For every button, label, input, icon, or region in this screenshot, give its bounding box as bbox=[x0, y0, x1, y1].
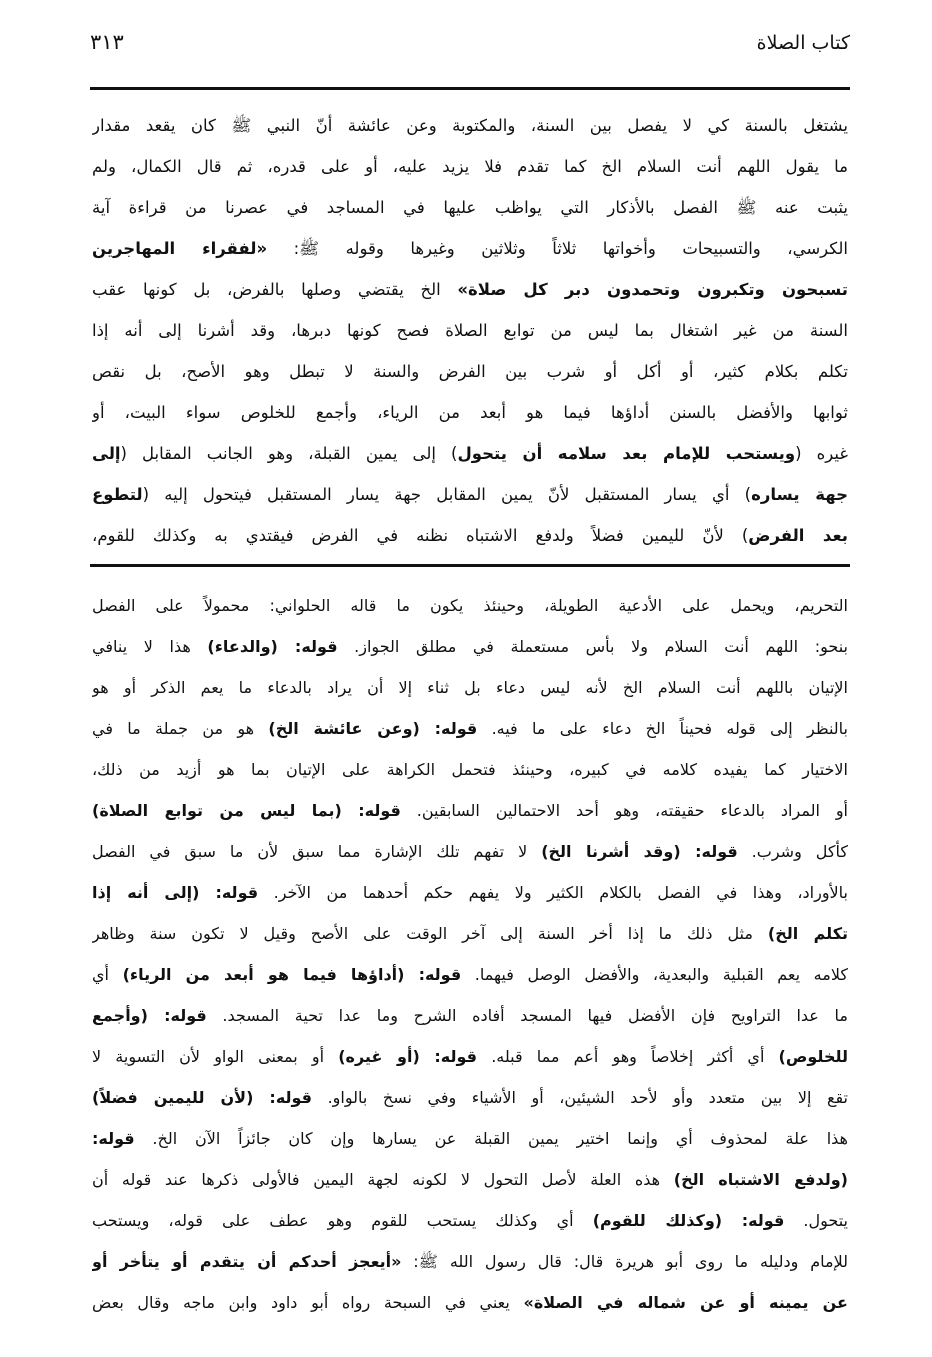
text-segment: كلامه يعم القبلية والبعدية، والأفضل الوصل فيهما. bbox=[461, 965, 848, 984]
text-segment: ما يقول اللهم أنت السلام الخ كما تقدم فلا يزيد عليه، أو على قدره، ثم قال الكمال، ولم bbox=[92, 157, 848, 176]
commentary-line bbox=[92, 995, 848, 1036]
text-segment: غيره ( bbox=[795, 444, 848, 463]
text-segment: الاختيار كما يفيده كلامه في كبيره، وحينئذ فتحمل الكراهة على الإتيان بما هو أزيد من ذلك، bbox=[92, 760, 848, 779]
main-text-line bbox=[92, 474, 848, 515]
main-text-line bbox=[92, 187, 848, 228]
text-segment: التحريم، ويحمل على الأدعية الطويلة، وحينئذ يكون ما قاله الحلواني: محمولاً على الفصل bbox=[92, 596, 848, 615]
main-text-line bbox=[92, 105, 848, 146]
bold-text-segment: عن يمينه أو عن شماله في الصلاة» bbox=[523, 1293, 848, 1312]
commentary-line bbox=[92, 790, 848, 831]
bold-text-segment: (ولدفع الاشتباه الخ) bbox=[673, 1170, 848, 1189]
text-segment: أي وكذلك يستحب للقوم وهو عطف على قوله، ويستحب bbox=[92, 1211, 593, 1230]
commentary-line bbox=[92, 1118, 848, 1159]
text-segment: أي أكثر إخلاصاً وهو أعم مما قبله. bbox=[477, 1047, 779, 1066]
main-text-line bbox=[92, 269, 848, 310]
commentary-line bbox=[92, 626, 848, 667]
text-segment: هذا علة لمحذوف أي وإنما اختير يمين القبلة عن يسارها وإن كان جائزاً الآن الخ. bbox=[134, 1129, 848, 1148]
text-segment: يعني في السبحة رواه أبو داود وابن ماجه وقال بعض bbox=[92, 1293, 524, 1312]
text-segment: يثبت عنه ﷺ الفصل بالأذكار التي يواظب عليها في المساجد في عصرنا من قراءة آية bbox=[92, 198, 848, 217]
commentary-line bbox=[92, 831, 848, 872]
bold-text-segment: تسبحون وتكبرون وتحمدون دبر كل صلاة» bbox=[457, 280, 848, 299]
text-segment: كأكل وشرب. bbox=[737, 842, 848, 861]
bold-text-segment: قوله: (أو غيره) bbox=[338, 1047, 478, 1066]
bold-text-segment: إلى bbox=[92, 444, 121, 463]
main-text-line bbox=[92, 433, 848, 474]
bold-text-segment: قوله: (والدعاء) bbox=[207, 637, 338, 656]
footnote-separator bbox=[90, 564, 850, 567]
bold-text-segment: قوله: (وقد أشرنا الخ) bbox=[541, 842, 738, 861]
bold-text-segment: تكلم الخ) bbox=[767, 924, 848, 943]
text-segment: لا تفهم تلك الإشارة مما سبق لأن ما سبق في الفصل bbox=[92, 842, 542, 861]
text-segment: للإمام ودليله ما روى أبو هريرة قال: قال رسول الله ﷺ: bbox=[401, 1252, 848, 1271]
main-text bbox=[92, 105, 848, 556]
text-segment: بالأوراد، وهذا في الفصل بالكلام الكثير ولا يفهم حكم أحدهما من الآخر. bbox=[258, 883, 848, 902]
main-text-line bbox=[92, 146, 848, 187]
commentary-line bbox=[92, 872, 848, 913]
text-segment: ) لأنّ لليمين فضلاً ولدفع الاشتباه نظنه في الفرض فيقتدي به وكذلك للقوم، bbox=[92, 526, 749, 545]
bold-text-segment: قوله: (وعن عائشة الخ) bbox=[268, 719, 478, 738]
text-segment: الخ يقتضي وصلها بالفرض، بل كونها عقب bbox=[92, 280, 458, 299]
bold-text-segment: قوله: bbox=[92, 1129, 135, 1148]
bold-text-segment: قوله: (لأن لليمين فضلاً) bbox=[92, 1088, 313, 1107]
text-segment: هذه العلة لأصل التحول لا لكونه لجهة اليمين فالأولى ذكرها عند قوله أن bbox=[92, 1170, 674, 1189]
bold-text-segment: «أيعجز أحدكم أن يتقدم أو يتأخر أو bbox=[92, 1252, 402, 1271]
bold-text-segment: للخلوص) bbox=[778, 1047, 848, 1066]
bold-text-segment: لتطوع bbox=[92, 485, 143, 504]
header-rule bbox=[90, 87, 850, 90]
commentary-line bbox=[92, 1241, 848, 1282]
commentary-line bbox=[92, 913, 848, 954]
commentary-line bbox=[92, 1036, 848, 1077]
commentary-line bbox=[92, 1200, 848, 1241]
text-segment: هو من جملة ما في bbox=[92, 719, 269, 738]
text-segment: أي bbox=[92, 965, 123, 984]
text-segment: يتحول. bbox=[784, 1211, 848, 1230]
commentary-line bbox=[92, 954, 848, 995]
commentary-line bbox=[92, 1282, 848, 1323]
main-text-line bbox=[92, 228, 848, 269]
text-segment: مثل ذلك ما إذا أخر السنة إلى آخر الوقت على الأصح وقيل لا تكون سنة وظاهر bbox=[92, 924, 768, 943]
bold-text-segment: قوله: (إلى أنه إذا bbox=[92, 883, 259, 902]
commentary-line bbox=[92, 749, 848, 790]
commentary-line bbox=[92, 1077, 848, 1118]
commentary-line bbox=[92, 667, 848, 708]
text-segment: أو بمعنى الواو لأن التسوية لا bbox=[92, 1047, 339, 1066]
bold-text-segment: ويستحب للإمام بعد سلامه أن يتحول bbox=[457, 444, 796, 463]
main-text-line bbox=[92, 310, 848, 351]
text-segment: ما عدا التراويح فإن الأفضل فيها المسجد أفاده الشرح وما عدا تحية المسجد. bbox=[206, 1006, 848, 1025]
text-segment: بالنظر إلى قوله فحيناً الخ دعاء على ما فيه. bbox=[477, 719, 848, 738]
chapter-title: كتاب الصلاة bbox=[756, 32, 850, 54]
text-segment: السنة من غير اشتغال بما ليس من توابع الصلاة فصح كونها دبرها، وقد أشرنا إلى أنه إذا bbox=[92, 321, 848, 340]
text-segment: الكرسي، والتسبيحات وأخواتها ثلاثاً وثلاثين وغيرها وقوله ﷺ: bbox=[267, 239, 848, 258]
commentary-line bbox=[92, 708, 848, 749]
commentary-line bbox=[92, 585, 848, 626]
text-segment: أو المراد بالدعاء حقيقته، وهو أحد الاحتمالين السابقين. bbox=[400, 801, 848, 820]
main-text-line bbox=[92, 515, 848, 556]
bold-text-segment: بعد الفرض bbox=[748, 526, 848, 545]
text-segment: تقع إلا بين متعدد وأو لأحد الشيئين، أو الأشياء وفي نسخ بالواو. bbox=[312, 1088, 848, 1107]
main-text-line bbox=[92, 392, 848, 433]
commentary-line bbox=[92, 1159, 848, 1200]
text-segment: بنحو: اللهم أنت السلام ولا بأس مستعملة في مطلق الجواز. bbox=[337, 637, 848, 656]
text-segment: ) إلى يمين القبلة، وهو الجانب المقابل ( bbox=[120, 444, 458, 463]
text-segment: ثوابها والأفضل بالسنن أداؤها فيما هو أبعد من الرياء، وأجمع للخلوص سواء البيت، أو bbox=[92, 403, 848, 422]
bold-text-segment: قوله: (وكذلك للقوم) bbox=[592, 1211, 785, 1230]
bold-text-segment: قوله: (أداؤها فيما هو أبعد من الرياء) bbox=[122, 965, 462, 984]
bold-text-segment: قوله: (وأجمع bbox=[92, 1006, 207, 1025]
page-number: ٣١٣ bbox=[90, 30, 124, 54]
text-segment: هذا لا ينافي bbox=[92, 637, 208, 656]
bold-text-segment: قوله: (بما ليس من توابع الصلاة) bbox=[92, 801, 401, 820]
main-text-line bbox=[92, 351, 848, 392]
text-segment: تكلم بكلام كثير، أو أكل أو شرب بين الفرض والسنة لا تبطل وهو الأصح، بل نقص bbox=[92, 362, 848, 381]
bold-text-segment: «لفقراء المهاجرين bbox=[92, 239, 268, 258]
bold-text-segment: جهة يساره bbox=[751, 485, 848, 504]
text-segment: الإتيان باللهم أنت السلام الخ لأنه ليس دعاء بل ثناء إلا أن يراد بالدعاء ما يعم الذكر أو هو bbox=[92, 678, 848, 697]
text-segment: ) أي يسار المستقبل لأنّ يمين المقابل جهة يسار المستقبل فيتحول إليه ( bbox=[142, 485, 752, 504]
commentary-text bbox=[92, 585, 848, 1323]
running-header bbox=[90, 28, 850, 64]
text-segment: يشتغل بالسنة كي لا يفصل بين السنة، والمكتوبة وعن عائشة أنّ النبي ﷺ كان يقعد مقدار bbox=[92, 116, 848, 135]
